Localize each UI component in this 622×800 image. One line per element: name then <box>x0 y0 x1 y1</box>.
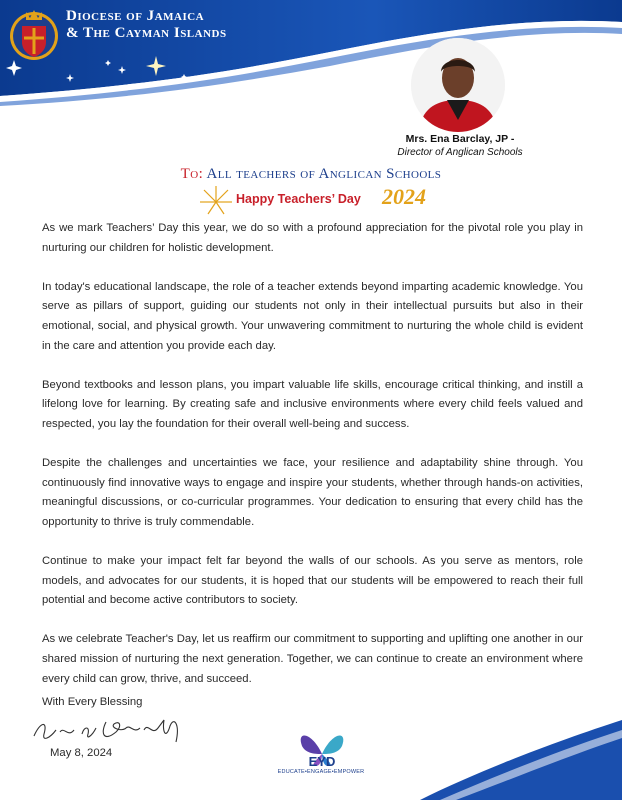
paragraph-1: As we mark Teachers’ Day this year, we do so with a profound appreciation for the pivotal role you play in nurturing our children for holistic development. <box>42 222 583 254</box>
greeting-year: 2024 <box>382 184 426 209</box>
paragraph-3: Beyond textbooks and lesson plans, you impart valuable life skills, encourage critical thinking, and instill a lifelong love for learning. By creating safe and inclusive environments where every child feels valued and respected, you lay the foundation for their overall well-being and success. <box>42 378 583 430</box>
diocese-name-line1: Diocese of Jamaica <box>66 8 205 24</box>
eyd-logo-text: EYD <box>308 754 336 769</box>
author-portrait <box>411 38 505 132</box>
diocese-name <box>66 8 227 42</box>
paragraph-6: As we celebrate Teacher's Day, let us reaffirm our commitment to supporting and uplifting one another in our shared mission of nurturing the next generation. Together, we can continue to create an environment where every child can grow, thrive, and succeed. <box>42 633 583 685</box>
to-label: To: <box>180 166 204 182</box>
addressee-recipients: All teachers of Anglican Schools <box>206 166 442 182</box>
sign-off: With Every Blessing <box>42 696 143 708</box>
paragraph-2: In today's educational landscape, the role of a teacher extends beyond imparting academic knowledge. You serve as pillars of support, guiding our students not only in their intellectual pursuits but also in their emotional, social, and physical growth. Your unwavering commitment to nurturing the whole child is evident in the care and attention you provide each day. <box>42 280 583 352</box>
author-name: Mrs. Ena Barclay, JP - <box>405 133 515 145</box>
fireworks-icon <box>196 182 236 222</box>
greeting-banner <box>196 182 456 222</box>
letter-date: May 8, 2024 <box>50 747 113 759</box>
diocese-name-line2: & The Cayman Islands <box>66 25 227 41</box>
eyd-tagline: EDUCATE•ENGAGE•EMPOWER <box>277 769 365 775</box>
letter-body <box>42 219 583 709</box>
handwritten-signature <box>30 712 190 748</box>
diocese-crest-icon <box>8 4 60 64</box>
greeting-text: Happy Teachers’ Day <box>236 192 361 206</box>
paragraph-5: Continue to make your impact felt far beyond the walls of our schools. As you serve as mentors, role models, and advocates for our students, it is hoped that our students will be empowered to reach their full potential and become active contributors to society. <box>42 555 583 607</box>
author-title: Director of Anglican Schools <box>397 147 523 158</box>
paragraph-4: Despite the challenges and uncertainties we face, your resilience and adaptability shine through. You continuously find innovative ways to engage and inspire your students, whether through hands-on activities, meaningful discussions, or co-curricular programmes. Your dedication to ensuring that every child has the opportunity to thrive is truly commendable. <box>42 457 583 528</box>
addressee-line <box>0 166 622 183</box>
